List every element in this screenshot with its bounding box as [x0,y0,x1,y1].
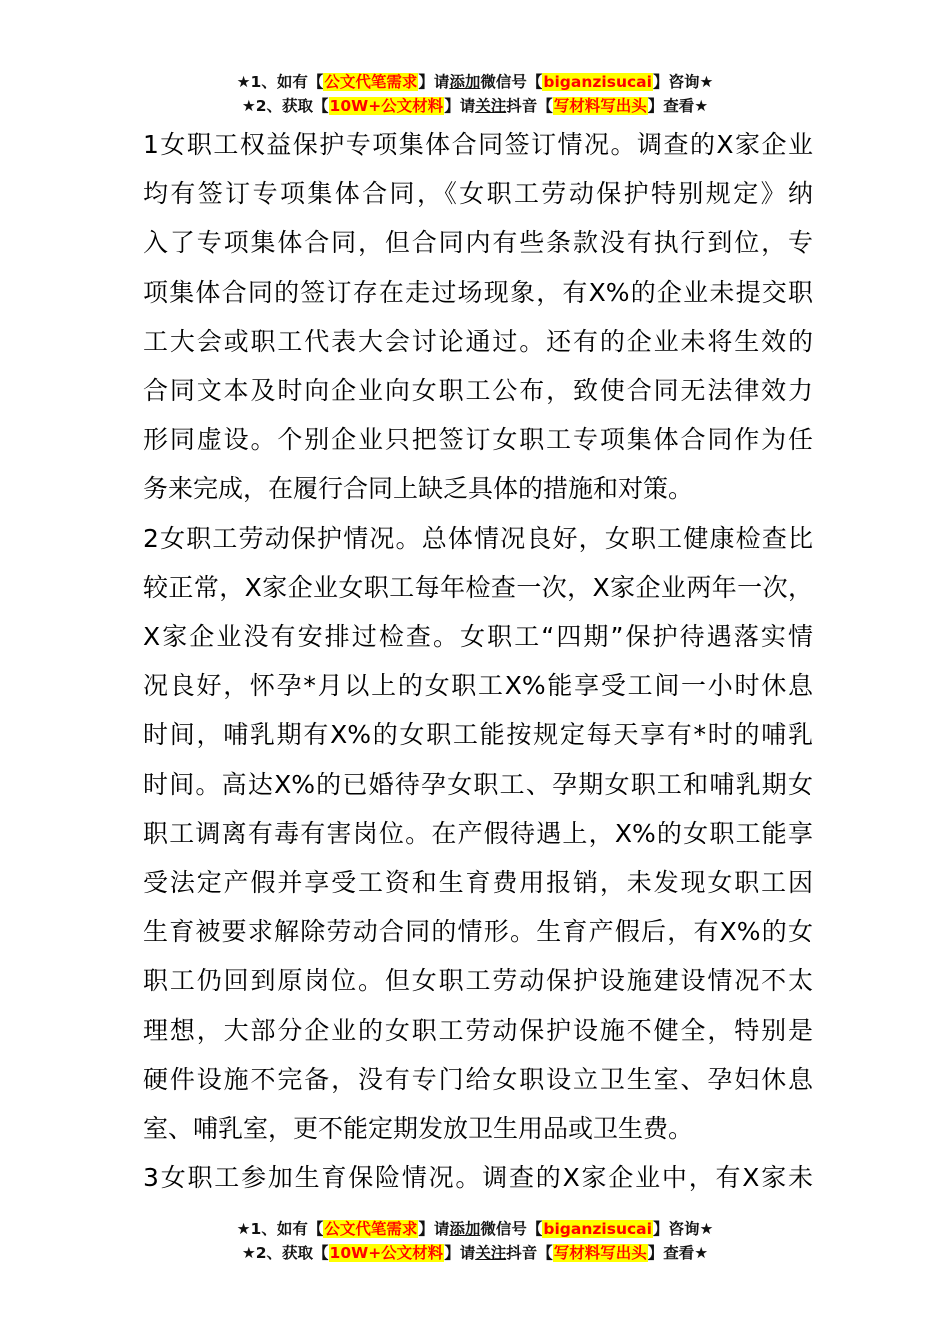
banner-text: 】请 [418,1220,450,1238]
text-line: 务来完成，在履行合同上缺乏具体的措施和对策。 [143,474,694,504]
banner-line-1 [0,70,950,94]
banner-text: 微信号【 [480,1220,543,1238]
text-line: 职工调离有毒有害岗位。在产假待遇上，X%的女职工能享 [143,818,813,848]
banner-text: 抖音【 [506,1244,553,1262]
banner-text: ★2、获取【 [241,97,329,115]
banner-line-2 [0,94,950,118]
banner-text: 】咨询★ [652,1220,714,1238]
text-line: 受法定产假并享受工资和生育费用报销，未发现女职工因 [143,868,813,898]
banner-highlight: 10W+公文材料 [329,97,444,115]
text-line: 入了专项集体合同，但合同内有些条款没有执行到位，专 [143,228,813,258]
paragraph-1 [143,120,813,514]
text-line: 均有签订专项集体合同，《女职工劳动保护特别规定》纳 [143,179,813,209]
text-line: 1女职工权益保护专项集体合同签订情况。调查的X家企业 [143,130,813,159]
paragraph-2 [143,514,813,1154]
text-line: 工大会或职工代表大会讨论通过。还有的企业未将生效的 [143,326,813,356]
text-line: 职工仍回到原岗位。但女职工劳动保护设施建设情况不太 [143,966,813,996]
banner-highlight: 公文代笔需求 [324,1220,418,1238]
banner-underlined-text: 添加 [449,73,481,91]
text-line: X家企业没有安排过检查。女职工“四期”保护待遇落实情 [143,622,813,652]
text-line: 室、哺乳室，更不能定期发放卫生用品或卫生费。 [143,1114,694,1144]
header-banner [0,70,950,118]
banner-highlight: biganzisucai [543,1220,652,1238]
banner-text: 微信号【 [480,73,543,91]
banner-line-1 [0,1217,950,1241]
footer-banner [0,1217,950,1265]
text-line: 时间，哺乳期有X%的女职工能按规定每天享有*时的哺乳 [143,720,813,750]
banner-text: ★2、获取【 [241,1244,329,1262]
text-line: 硬件设施不完备，没有专门给女职设立卫生室、孕妇休息 [143,1064,813,1094]
banner-highlight: 写材料写出头 [553,1244,647,1262]
banner-highlight: biganzisucai [543,73,652,91]
text-line: 项集体合同的签订存在走过场现象，有X%的企业未提交职 [143,277,813,307]
text-line: 3女职工参加生育保险情况。调查的X家企业中，有X家未 [143,1163,813,1193]
banner-underlined-text: 关注 [475,1244,507,1262]
banner-line-2 [0,1241,950,1265]
text-line: 况良好，怀孕*月以上的女职工X%能享受工间一小时休息 [143,671,813,701]
text-line: 较正常，X家企业女职工每年检查一次，X家企业两年一次， [143,572,813,602]
text-line: 合同文本及时向企业向女职工公布，致使合同无法律效力 [143,376,813,406]
banner-text: ★1、如有【 [236,73,324,91]
banner-text: ★1、如有【 [236,1220,324,1238]
banner-text: 】咨询★ [652,73,714,91]
banner-text: 抖音【 [506,97,553,115]
banner-highlight: 写材料写出头 [553,97,647,115]
banner-text: 】查看★ [647,97,709,115]
banner-text: 】查看★ [647,1244,709,1262]
banner-text: 】请 [444,1244,476,1262]
text-line: 生育被要求解除劳动合同的情形。生育产假后，有X%的女 [143,917,813,947]
banner-text: 】请 [418,73,450,91]
banner-text: 】请 [444,97,476,115]
banner-underlined-text: 关注 [475,97,507,115]
banner-highlight: 公文代笔需求 [324,73,418,91]
text-line: 理想，大部分企业的女职工劳动保护设施不健全，特别是 [143,1015,813,1045]
banner-highlight: 10W+公文材料 [329,1244,444,1262]
text-line: 时间。高达X%的已婚待孕女职工、孕期女职工和哺乳期女 [143,769,813,799]
paragraph-3 [143,1153,813,1202]
banner-underlined-text: 添加 [449,1220,481,1238]
text-line: 形同虚设。个别企业只把签订女职工专项集体合同作为任 [143,425,813,455]
document-body [143,120,813,1202]
text-line: 2女职工劳动保护情况。总体情况良好，女职工健康检查比 [143,523,813,553]
